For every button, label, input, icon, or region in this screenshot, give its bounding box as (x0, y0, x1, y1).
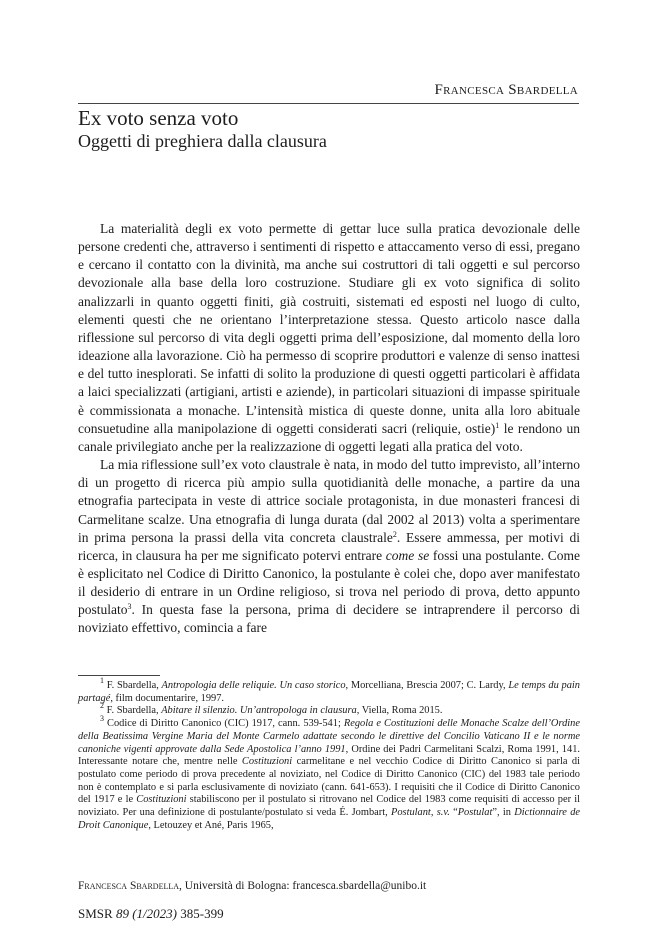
footnote-3-number: 3 (100, 714, 104, 724)
footnote-1-text: F. Sbardella, (104, 680, 162, 691)
paragraph-2-text-c: fossi una postulante. Come è esplicitato nel Codice di Diritto Canonico, la postulante è colei che, dopo aver manifestato il desiderio di entrare in un Ordine religioso, si trova nel periodo di prova, detto appunto postulato (78, 547, 581, 618)
paragraph-1-text-end: le rendono un canale privilegiato anche per la realizzazione di oggetti legati alla pratica del voto. (78, 420, 580, 454)
footnote-1-number: 1 (100, 676, 104, 685)
footnote-3-emph-e: Postulat (457, 807, 493, 819)
header-rule (78, 103, 579, 104)
footnote-3-emph-a: Costituzioni (241, 756, 293, 768)
journal-pages: 385-399 (176, 906, 224, 921)
footnote-3-text-b: , Ordine dei Padri Carmelitani Scalzi, Roma 1991, 141. Interessante notare che, mentre nelle (78, 743, 580, 768)
paragraph-2-text-d: . In questa fase la persona, prima di decidere se intraprendere il percorso di noviziato effettivo, comincia a fare (78, 602, 580, 636)
footnote-1-title: Antropologia delle reliquie. Un caso storico (161, 680, 346, 691)
author-affiliation (78, 880, 426, 892)
footnote-2-number: 2 (100, 701, 104, 711)
footnote-3-text-h: , Letouzey et Ané, Paris 1965, (148, 819, 274, 831)
footnote-3-text: Codice di Diritto Canonico (CIC) 1917, cann. 539-541; (104, 718, 344, 730)
footnote-3-emph-d: s.v. (436, 807, 450, 819)
footnote-2-text: F. Sbardella, (104, 705, 162, 717)
footnote-3-text-g: ”, in (492, 807, 515, 819)
footnote-3-title: Regola e Costituzioni delle Monache Scalze dell’Ordine della Beatissima Vergine Maria del Monte Carmelo adattate secondo le direttive del Concilio Vaticano II e le norme canoniche vigenti approvate dalla Sede Apostolica l’anno 1991 (78, 718, 580, 755)
footnote-rule (78, 675, 160, 676)
paragraph-1-text: La materialità degli ex voto permette di gettar luce sulla pratica devozionale delle persone credenti che, attraverso i sentimenti di rispetto e attaccamento verso di essi, pregano e cercano il contatto con la divinità, ma anche sui costruttori di tali oggetti e sul percorso devozionale alla base della loro costruzione. Studiare gli ex voto significa di solito analizzarli in quanto oggetti finiti, già costruiti, sistemati ed esposti nel luogo di culto, elementi questi che ne orientano l’interpretazione stessa. Questo articolo nasce dalla riflessione sul percorso di vita degli oggetti prima dell’esposizione, dal momento della loro ideazione alla lavorazione. Ciò ha permesso di scoprire produttori e valenze di senso inattesi e del tutto inesplorati. Se infatti di solito la produzione di questi oggetti particolari è affidata a laici specializzati (artigiani, artisti e aziende), in particolari situazioni di impasse spirituale è commissionata a monache. L’intensità mistica di queste donne, unita alla loro abituale consuetudine alla manipolazione di oggetti considerati sacri (reliquie, ostie) (78, 221, 580, 436)
footnote-3-emph-b: Costituzioni (136, 794, 187, 806)
footnote-2-title: Abitare il silenzio. Un’antropologa in clausura (161, 705, 357, 717)
footnote-3-text-f: “ (449, 807, 458, 819)
journal-volume: 89 (1/2023) (115, 906, 177, 921)
author-name: Francesca Sbardella (78, 880, 180, 892)
footnote-1-text-b: , Morcelliana, Brescia 2007; C. Lardy, (345, 680, 509, 691)
footnote-ref-3[interactable]: 3 (127, 602, 132, 612)
body-text (78, 220, 580, 638)
paragraph-2 (78, 456, 580, 638)
footnote-3 (78, 714, 581, 832)
journal-citation (78, 906, 224, 922)
affiliation-email[interactable]: , Università di Bologna: francesca.sbardella@unibo.it (179, 880, 427, 892)
article-subtitle: Oggetti di preghiera dalla clausura (78, 131, 327, 151)
footnote-3-text-d: stabiliscono per il postulato si ritrovano nel Codice del 1983 come requisiti di accesso per il noviziato. Per una definizione di postulante/postulato si veda É. Jombart, (78, 794, 580, 819)
footnote-1 (78, 676, 580, 705)
footnote-1-film-title: Le temps du pain partagé (78, 680, 580, 704)
footnote-ref-2[interactable]: 2 (392, 529, 397, 539)
footnote-3-text-c: carmelitane e nel vecchio Codice di Diritto Canonico si parla di postulato come periodo di prova precedente al noviziato, nel Codice di Diritto Canonico (CIC) del 1983 tale periodo non è contemplato e si parla esclusivamente di noviziato (cann. 641-653). I requisiti che il Codice di Diritto Canonico del 1917 e le (78, 756, 580, 806)
article-title: Ex voto senza voto (78, 106, 239, 130)
footnote-2 (78, 701, 580, 718)
footnote-3-emph-c: Postulant (390, 807, 431, 819)
paragraph-2-emphasis: come se (385, 547, 430, 563)
footnote-ref-1[interactable]: 1 (495, 420, 500, 430)
paragraph-2-text: La mia riflessione sull’ex voto claustrale è nata, in modo del tutto imprevisto, all’interno di un progetto di ricerca più ampio sulla quotidianità delle monache, a partire da una etnografia partecipata in veste di attrice sociale protagonista, in due monasteri francesi di Carmelitane scalze. Una etnografia di lunga durata (dal 2002 al 2013) volta a sperimentare in prima persona la prassi della vita concreta claustrale (78, 457, 580, 545)
footnote-1-text-c: , film documentarire, 1997. (110, 692, 225, 704)
footnote-2-text-b: , Viella, Roma 2015. (356, 705, 443, 717)
footnote-3-text-e: , (430, 807, 437, 819)
journal-name: SMSR (78, 906, 116, 921)
paragraph-2-text-b: . Essere ammessa, per motivi di ricerca, in clausura ha per me significato potervi entrare (78, 529, 580, 563)
footnotes (78, 676, 581, 832)
footnote-3-emph-f: Dictionnaire de Droit Canonique (78, 807, 581, 831)
paragraph-1 (78, 220, 580, 456)
running-head: Francesca Sbardella (434, 82, 578, 98)
